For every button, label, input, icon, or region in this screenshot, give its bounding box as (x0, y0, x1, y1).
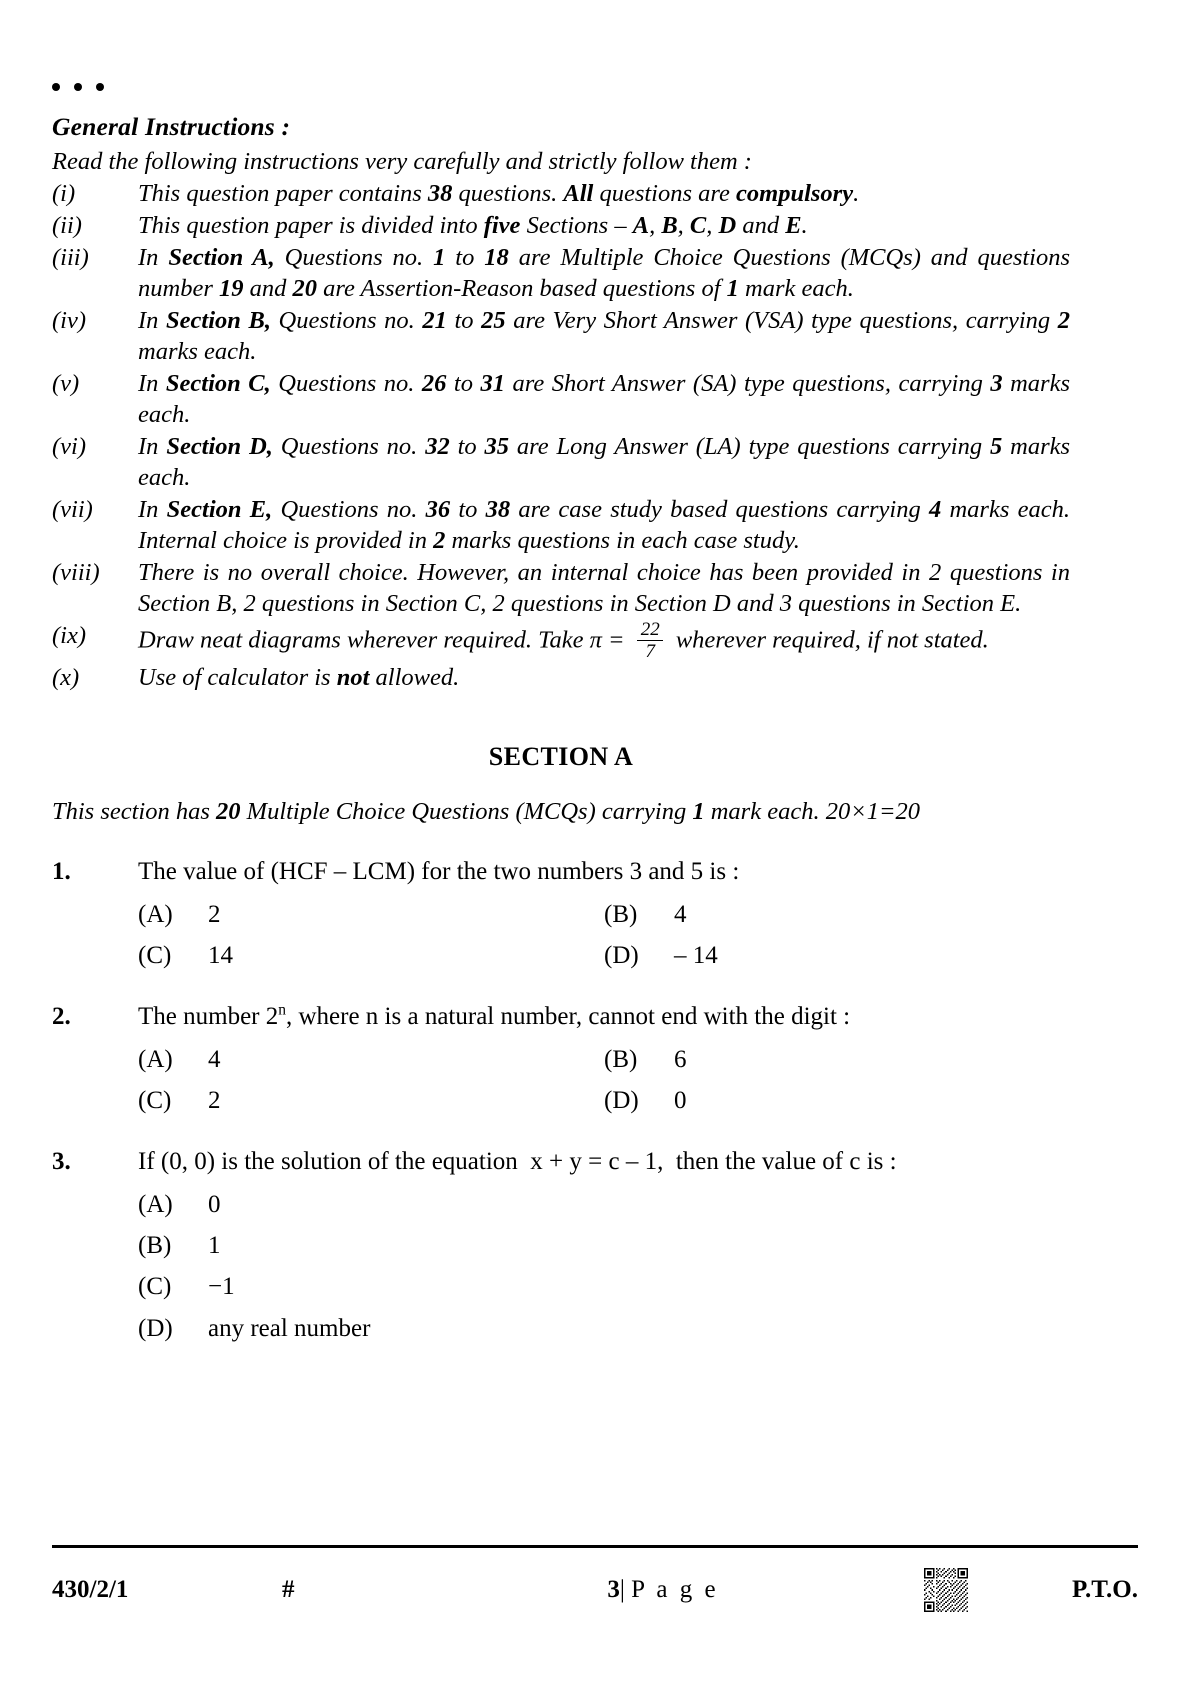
instruction-text: In Section E, Questions no. 36 to 38 are case study based questions carrying 4 marks each. Internal choice is provided in 2 marks questions in each case study. (138, 495, 1070, 554)
option-value: 2 (208, 1087, 221, 1115)
question-block (52, 1001, 1070, 1116)
section-note: This section has 20 Multiple Choice Questions (MCQs) carrying 1 mark each. 20×1=20 (52, 798, 921, 826)
question-text: The value of (HCF – LCM) for the two numbers 3 and 5 is : (138, 858, 740, 886)
paper-code: 430/2/1 (52, 1576, 129, 1603)
option-value: −1 (208, 1273, 235, 1301)
pto-label: P.T.O. (1072, 1576, 1138, 1603)
instruction-number: (ii) (52, 211, 82, 239)
section-heading: SECTION A (488, 742, 634, 772)
instruction-item (52, 663, 1070, 694)
option-item[interactable] (138, 1313, 1070, 1344)
dot-icon (96, 83, 104, 91)
instruction-number: (i) (52, 180, 76, 207)
option-item[interactable] (138, 1044, 604, 1075)
instructions-list (52, 179, 1070, 694)
question-text: If (0, 0) is the solution of the equation x + y = c – 1, then the value of c is : (138, 1148, 897, 1176)
option-value: any real number (208, 1314, 371, 1342)
option-item[interactable] (604, 899, 1070, 930)
instruction-item (52, 618, 1070, 663)
top-dots-ornament (52, 78, 1070, 96)
option-value: 4 (674, 900, 687, 928)
instruction-text: Draw neat diagrams wherever required. Take π = $\frac{22}{7}$ wherever required, if not stated. (138, 618, 989, 663)
footer-divider (52, 1545, 1138, 1548)
instruction-item (52, 179, 1070, 210)
instruction-text: In Section D, Questions no. 32 to 35 are Long Answer (LA) type questions carrying 5 marks each. (138, 432, 1071, 491)
instruction-item (52, 495, 1070, 557)
question-header (52, 1001, 1070, 1034)
option-value: 6 (674, 1045, 687, 1073)
option-item[interactable] (604, 1044, 1070, 1075)
question-block (52, 1146, 1070, 1344)
option-value: 1 (208, 1232, 221, 1260)
instruction-number: (v) (52, 369, 80, 397)
option-value: 2 (208, 900, 221, 928)
question-header (52, 1146, 1070, 1179)
question-block (52, 856, 1070, 971)
question-header (52, 856, 1070, 889)
option-label: (B) (604, 1045, 638, 1073)
instruction-item (52, 306, 1070, 368)
option-label: (C) (138, 942, 172, 970)
page-footer (52, 1560, 1138, 1620)
page-separator: | (619, 1576, 625, 1603)
question-number: 2. (52, 1003, 71, 1031)
instruction-item (52, 211, 1070, 242)
instruction-text: In Section C, Questions no. 26 to 31 are Short Answer (SA) type questions, carrying 3 marks each. (138, 369, 1071, 428)
instruction-number: (viii) (52, 558, 100, 586)
questions-list (52, 856, 1070, 1344)
option-label: (A) (138, 1190, 173, 1218)
instruction-text: In Section A, Questions no. 1 to 18 are Multiple Choice Questions (MCQs) and questions number 19 and 20 are Assertion-Reason based questions of 1 mark each. (138, 243, 1071, 302)
option-label: (C) (138, 1273, 172, 1301)
instruction-text: This question paper contains 38 questions. All questions are compulsory. (138, 180, 860, 207)
instruction-text: This question paper is divided into five Sections – A, B, C, D and E. (138, 211, 808, 239)
instruction-item (52, 432, 1070, 494)
instruction-text: In Section B, Questions no. 21 to 25 are Very Short Answer (VSA) type questions, carrying 2 marks each. (138, 306, 1070, 365)
instruction-item (52, 558, 1070, 620)
instruction-text: Use of calculator is not allowed. (138, 664, 460, 692)
instruction-number: (vi) (52, 432, 86, 460)
option-label: (C) (138, 1087, 172, 1115)
question-number: 3. (52, 1148, 71, 1176)
page-content (52, 0, 1070, 1344)
option-value: – 14 (674, 942, 718, 970)
option-item[interactable] (138, 940, 604, 971)
dot-icon (74, 83, 82, 91)
option-item[interactable] (138, 1230, 1070, 1261)
option-label: (D) (604, 1087, 639, 1115)
dot-icon (52, 83, 60, 91)
general-instructions-title: General Instructions : (52, 112, 291, 141)
general-instructions-lead: Read the following instructions very carefully and strictly follow them : (52, 148, 752, 175)
instruction-number: (iii) (52, 243, 89, 271)
instruction-item (52, 243, 1070, 305)
option-label: (D) (604, 942, 639, 970)
question-text: The number 2$^n$, where n is a natural number, cannot end with the digit : (138, 1002, 851, 1031)
page-word: P a g e (631, 1576, 719, 1603)
instruction-text: There is no overall choice. However, an internal choice has been provided in 2 questions in Section B, 2 questions in Section C, 2 questions in Section D and 3 questions in Section E. (138, 558, 1070, 617)
instruction-number: (iv) (52, 306, 86, 334)
instruction-number: (x) (52, 664, 80, 692)
instruction-number: (vii) (52, 495, 93, 523)
options-container (138, 1044, 1070, 1117)
option-item[interactable] (604, 940, 1070, 971)
option-label: (A) (138, 1045, 173, 1073)
option-value: 4 (208, 1045, 221, 1073)
option-label: (A) (138, 900, 173, 928)
instruction-item (52, 369, 1070, 431)
option-item[interactable] (138, 899, 604, 930)
options-container (138, 899, 1070, 972)
hash-mark: # (282, 1576, 295, 1603)
option-item[interactable] (138, 1271, 1070, 1302)
option-label: (D) (138, 1314, 173, 1342)
question-number: 1. (52, 858, 71, 886)
option-value: 14 (208, 942, 233, 970)
instruction-number: (ix) (52, 621, 86, 649)
page-indicator (522, 1576, 924, 1604)
qr-code-icon (924, 1568, 968, 1612)
option-label: (B) (604, 900, 638, 928)
option-value: 0 (208, 1190, 221, 1218)
option-item[interactable] (604, 1085, 1070, 1116)
page-number: 3 (607, 1576, 620, 1603)
options-container (138, 1189, 1070, 1344)
option-label: (B) (138, 1232, 172, 1260)
option-value: 0 (674, 1087, 687, 1115)
option-item[interactable] (138, 1189, 1070, 1220)
option-item[interactable] (138, 1085, 604, 1116)
